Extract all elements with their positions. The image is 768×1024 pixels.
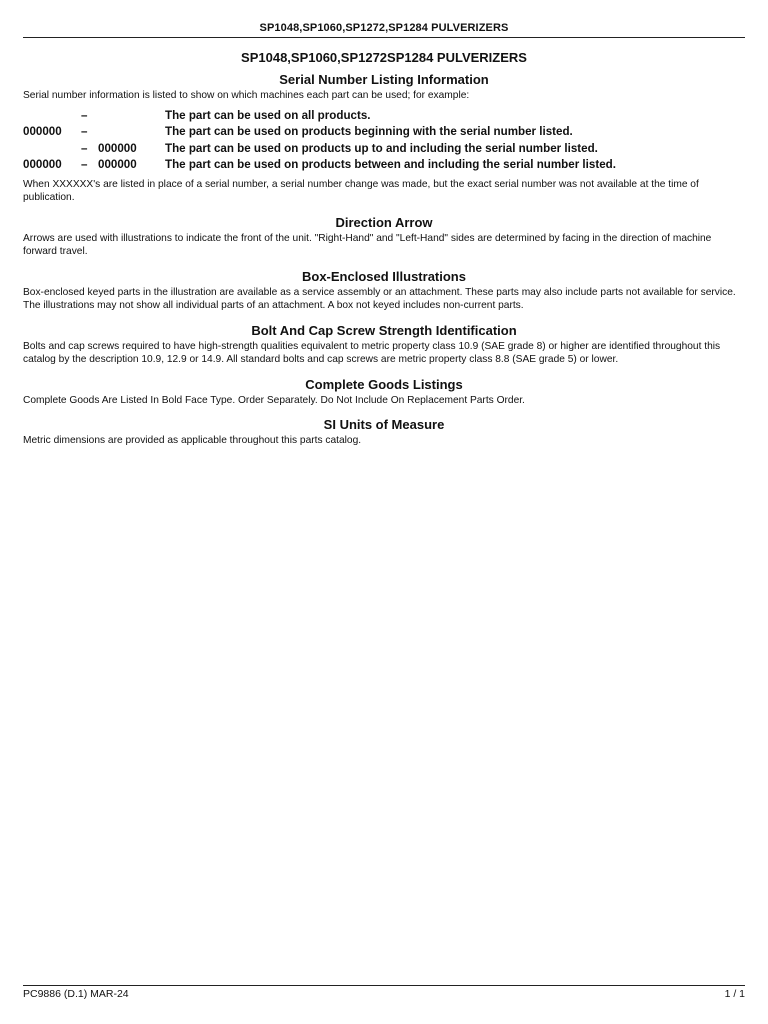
serial-row-beginning [23,125,745,142]
bolt-strength-text: Bolts and cap screws required to have high-strength qualities equivalent to metric property class 10.9 (SAE grade 8) or higher are identified throughout this catalog by the description 10.9, 12.9 or 14.9. All standard bolts and cap screws are metric property class 8.8 (SAE grade 5) or lower. [23,340,721,365]
serial-start: 000000 [23,125,62,138]
footer-page-number: 1 / 1 [724,988,745,1000]
serial-listing-intro: Serial number information is listed to show on which machines each part can be used; for example: [23,90,470,101]
si-units-text: Metric dimensions are provided as applicable throughout this parts catalog. [23,435,362,446]
box-enclosed-text: Box-enclosed keyed parts in the illustration are available as a service assembly or an attachment. These parts may also include parts not available for service. The illustrations may not show all individual parts of an attachment. A box not keyed includes non-current parts. [23,286,736,311]
serial-row-up-to [23,142,745,159]
direction-arrow-heading: Direction Arrow [335,214,433,230]
serial-listing-note: When XXXXXX's are listed in place of a serial number, a serial number change was made, but the exact serial number was not available at the time of publication. [23,178,699,203]
serial-description: The part can be used on products up to and including the serial number listed. [165,141,598,155]
serial-dash: – [81,158,88,171]
serial-row-between [23,158,745,175]
direction-arrow-text: Arrows are used with illustrations to indicate the front of the unit. "Right-Hand" and "Left-Hand" sides are determined by facing in the direction of machine forward travel. [23,232,712,257]
serial-description: The part can be used on products beginning with the serial number listed. [165,125,573,138]
serial-start: 000000 [23,158,62,171]
serial-end: 000000 [98,141,137,155]
serial-number-table [23,109,745,175]
si-units-heading: SI Units of Measure [323,417,445,432]
footer-divider [23,985,745,986]
footer-document-code: PC9886 (D.1) MAR-24 [23,988,129,1000]
serial-row-all [23,109,745,126]
complete-goods-text: Complete Goods Are Listed In Bold Face Type. Order Separately. Do Not Include On Replacement Parts Order. [23,394,525,406]
bolt-strength-heading: Bolt And Cap Screw Strength Identification [251,322,517,338]
header-divider [23,37,745,38]
serial-dash: – [81,125,88,138]
complete-goods-heading: Complete Goods Listings [305,376,463,392]
serial-dash: – [81,141,88,155]
running-header: SP1048,SP1060,SP1272,SP1284 PULVERIZERS [259,22,509,34]
box-enclosed-heading: Box-Enclosed Illustrations [302,268,466,284]
serial-description: The part can be used on all products. [165,108,371,122]
serial-end: 000000 [98,158,137,171]
serial-dash: – [81,108,88,122]
document-title: SP1048,SP1060,SP1272SP1284 PULVERIZERS [241,50,527,65]
serial-listing-heading: Serial Number Listing Information [279,72,489,87]
serial-description: The part can be used on products between and including the serial number listed. [165,158,616,171]
page-content [23,49,745,448]
